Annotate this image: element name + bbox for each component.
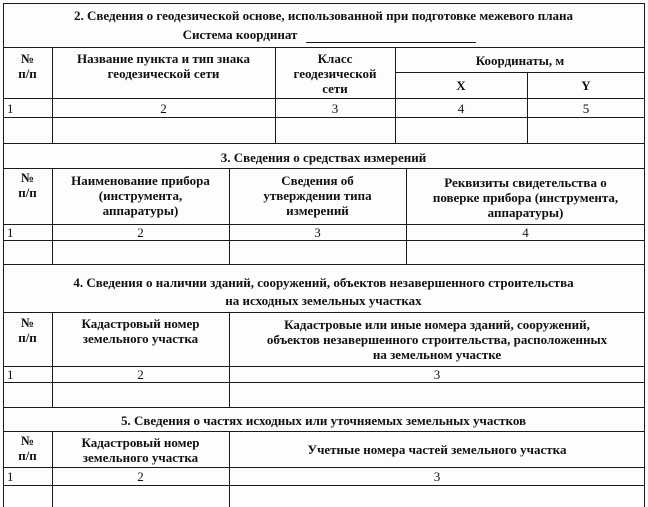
section4-title-line2: на исходных земельных участках <box>225 292 422 308</box>
s3-numbers-bottom <box>3 240 645 241</box>
s2-col-coords-header: Координаты, м <box>475 52 565 68</box>
section4-title-line1: 4. Сведения о наличии зданий, сооружений, объектов незавершенного строительства <box>73 274 574 290</box>
s4-numbers-bottom <box>3 382 645 383</box>
section5-title: 5. Сведения о частях исходных или уточняемых земельных участков <box>120 412 527 428</box>
s5-num-2: 2 <box>137 469 144 484</box>
section3-title: 3. Сведения о средствах измерений <box>220 149 427 165</box>
s5-col-parts-header: Учетные номера частей земельного участка <box>307 442 567 457</box>
s2-num-3: 3 <box>331 100 339 116</box>
s4-bottom <box>3 407 645 408</box>
s3-col-device-header: Наименование прибора (инструмента, аппаратуры) <box>71 172 210 218</box>
section2-title: 2. Сведения о геодезической основе, использованной при подготовке межевого плана <box>73 7 574 23</box>
s4-num-3: 3 <box>433 366 441 382</box>
s2-num-1: 1 <box>7 100 14 116</box>
s2-numbers-bottom <box>3 117 645 118</box>
s5-num-1: 1 <box>7 469 14 484</box>
s3-num-3: 3 <box>314 224 321 240</box>
s2-col-name-header: Название пункта и тип знака геодезической сети <box>77 51 250 81</box>
s5-col-cadastral-header: Кадастровый номер земельного участка <box>81 435 200 465</box>
s2-num-2: 2 <box>160 100 167 116</box>
s3-col-approval-header: Сведения об утверждении типа измерений <box>263 172 372 218</box>
coord-system-field <box>306 42 476 43</box>
s4-num-2: 2 <box>137 366 144 382</box>
s2-num-5: 5 <box>582 100 590 116</box>
s5-num-3: 3 <box>433 469 441 484</box>
s4-col-cadastral-header: Кадастровый номер земельного участка <box>81 316 200 346</box>
s2-col-x-header: X <box>456 78 466 93</box>
s2-col-num-header: № п/п <box>18 51 37 81</box>
s2-col-class-header: Класс геодезической сети <box>293 51 377 96</box>
s2-bottom <box>3 143 645 144</box>
coord-system-label: Система координат <box>182 26 298 42</box>
s3-bottom <box>3 264 645 265</box>
s4-col-buildings-header: Кадастровые или иные номера зданий, сооружений, объектов незавершенного строительства, расположенных на земельном участке <box>266 316 608 362</box>
s5-col-num-header: № п/п <box>18 433 37 463</box>
s2-col-y-header: Y <box>581 78 591 93</box>
frame-top <box>3 3 645 4</box>
s5-numbers-bottom <box>3 485 645 486</box>
s3-col-cert-header: Реквизиты свидетельства о поверке прибора (инструмента, аппаратуры) <box>432 174 619 220</box>
s3-num-2: 2 <box>137 224 144 240</box>
s3-num-1: 1 <box>7 224 14 240</box>
s4-num-1: 1 <box>7 366 14 382</box>
s4-col-num-header: № п/п <box>18 315 37 345</box>
s3-header-top <box>3 168 645 169</box>
s4-header-top <box>3 312 645 313</box>
s2-num-4: 4 <box>457 100 465 116</box>
s3-num-4: 4 <box>522 224 529 240</box>
s3-col-num-header: № п/п <box>18 170 37 200</box>
